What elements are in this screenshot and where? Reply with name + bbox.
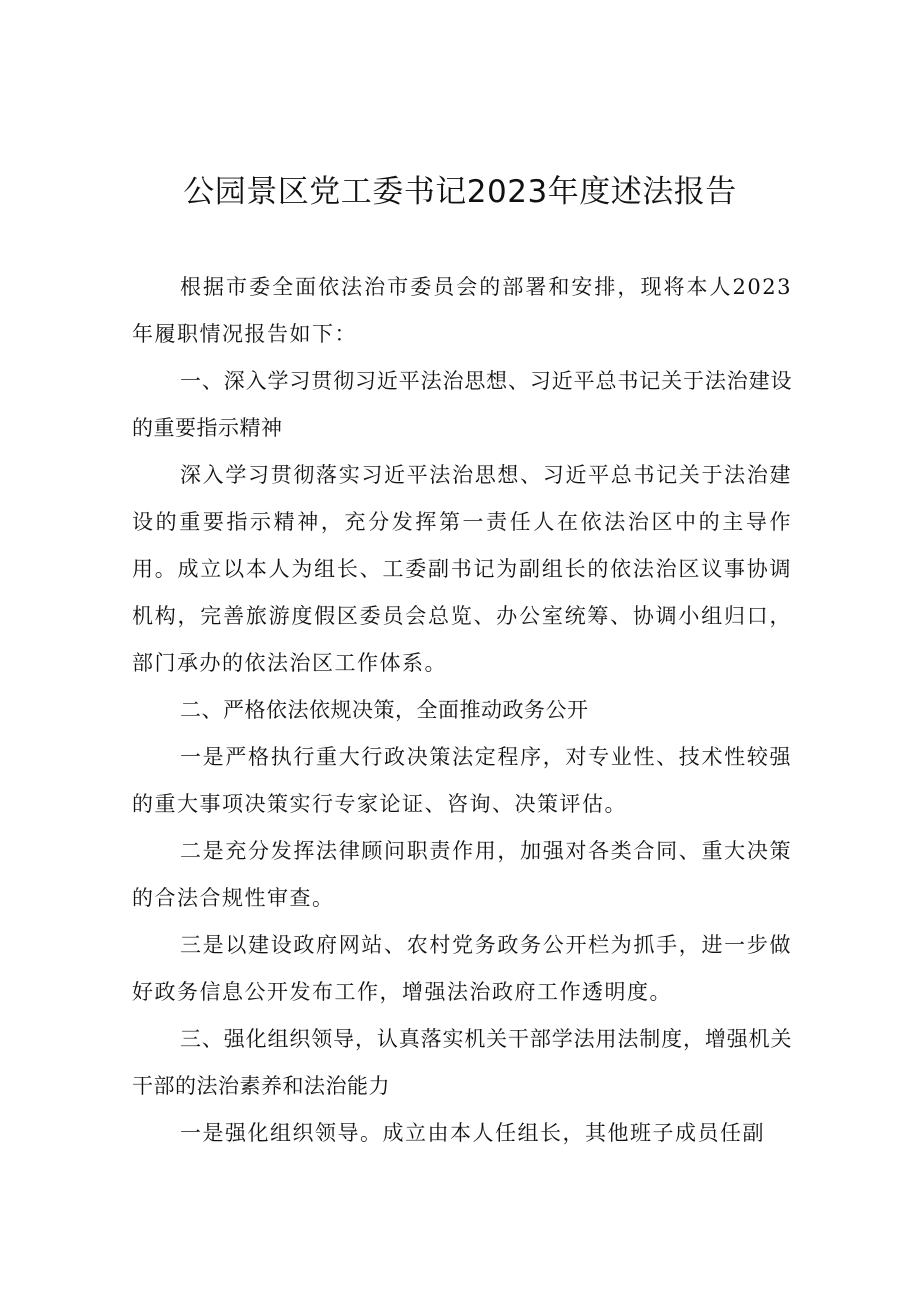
document-title: 公园景区党工委书记2023年度述法报告 xyxy=(183,174,737,210)
section-2-paragraph-1: 一是严格执行重大行政决策法定程序，对专业性、技术性较强的重大事项决策实行专家论证、咨询、决策评估。 xyxy=(132,745,792,816)
section-1-paragraph: 深入学习贯彻落实习近平法治思想、习近平总书记关于法治建设的重要指示精神，充分发挥第一责任人在依法治区中的主导作用。成立以本人为组长、工委副书记为副组长的依法治区议事协调机构，完善旅游度假区委员会总览、办公室统筹、协调小组归口，部门承办的依法治区工作体系。 xyxy=(132,463,792,675)
section-3-heading: 三、强化组织领导，认真落实机关干部学法用法制度，增强机关干部的法治素养和法治能力 xyxy=(132,1027,792,1098)
section-1-heading: 一、深入学习贯彻习近平法治思想、习近平总书记关于法治建设的重要指示精神 xyxy=(132,369,792,440)
section-2-heading: 二、严格依法依规决策，全面推动政务公开 xyxy=(180,698,589,722)
section-3-paragraph: 一是强化组织领导。成立由本人任组长，其他班子成员任副 xyxy=(180,1121,765,1145)
section-2-paragraph-3: 三是以建设政府网站、农村党务政务公开栏为抓手，进一步做好政务信息公开发布工作，增强法治政府工作透明度。 xyxy=(132,933,792,1004)
document-body xyxy=(132,264,792,1157)
intro-paragraph: 根据市委全面依法治市委员会的部署和安排，现将本人2023年履职情况报告如下： xyxy=(132,275,792,346)
section-2-paragraph-2: 二是充分发挥法律顾问职责作用，加强对各类合同、重大决策的合法合规性审查。 xyxy=(132,839,792,910)
